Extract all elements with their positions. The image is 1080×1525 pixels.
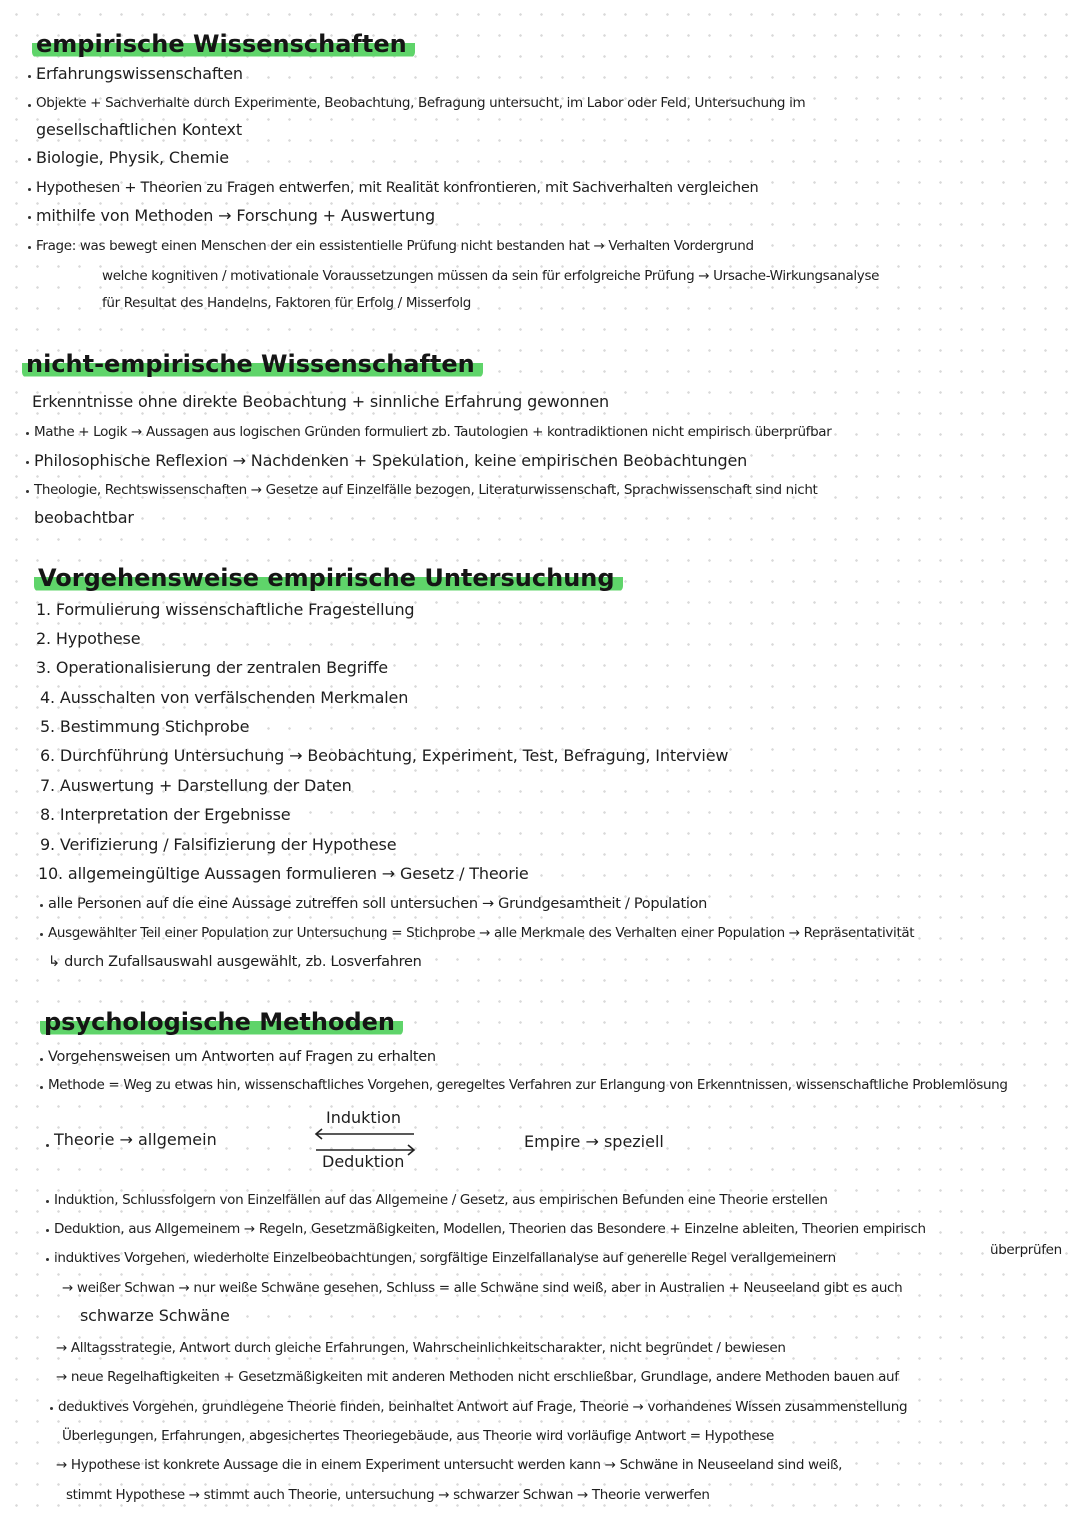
empirical-line-9: für Resultat des Handelns, Faktoren für Erfolg / Misserfolg	[102, 295, 471, 311]
diagram-theory-label: Theorie → allgemein	[54, 1130, 217, 1149]
nonempirical-line-4: Theologie, Rechtswissenschaften → Gesetze auf Einzelfälle bezogen, Literaturwissenschaft, Sprachwissenschaft sind nicht	[34, 482, 818, 498]
procedure-step-9: 9. Verifizierung / Falsifizierung der Hypothese	[40, 835, 397, 854]
methods-line-13: → Hypothese ist konkrete Aussage die in einem Experiment untersucht werden kann → Schwäne in Neuseeland sind weiß,	[56, 1457, 843, 1473]
heading-procedure: Vorgehensweise empirische Untersuchung	[34, 564, 623, 592]
bullet-dot	[26, 461, 29, 464]
methods-line-12: Überlegungen, Erfahrungen, abgesichertes Theoriegebäude, aus Theorie wird vorläufige Antwort = Hypothese	[62, 1428, 774, 1444]
methods-line-10: → neue Regelhaftigkeiten + Gesetzmäßigkeiten mit anderen Methoden nicht erschließbar, Grundlage, andere Methoden bauen auf	[56, 1369, 899, 1385]
bullet-dot	[46, 1258, 49, 1261]
empirical-line-6: mithilfe von Methoden → Forschung + Auswertung	[36, 206, 435, 225]
methods-line-4: Deduktion, aus Allgemeinem → Regeln, Gesetzmäßigkeiten, Modellen, Theorien das Besondere + Einzelne ableiten, Theorien empirisch	[54, 1221, 926, 1237]
procedure-note-1: alle Personen auf die eine Aussage zutreffen soll untersuchen → Grundgesamtheit / Population	[48, 896, 708, 912]
nonempirical-line-3: Philosophische Reflexion → Nachdenken + Spekulation, keine empirischen Beobachtungen	[34, 451, 748, 470]
procedure-step-7: 7. Auswertung + Darstellung der Daten	[40, 776, 352, 795]
procedure-step-1: 1. Formulierung wissenschaftliche Fragestellung	[36, 600, 415, 619]
bullet-dot	[46, 1144, 49, 1147]
methods-line-3: Induktion, Schlussfolgern von Einzelfällen auf das Allgemeine / Gesetz, aus empirischen Befunden eine Theorie erstellen	[54, 1192, 828, 1208]
diagram-arrows	[306, 1128, 426, 1158]
empirical-line-5: Hypothesen + Theorien zu Fragen entwerfen, mit Realität konfrontieren, mit Sachverhalten vergleichen	[36, 180, 759, 196]
diagram-induction-label: Induktion	[326, 1108, 402, 1127]
deduction-arrow	[316, 1145, 414, 1155]
procedure-step-2: 2. Hypothese	[36, 629, 141, 648]
procedure-step-3: 3. Operationalisierung der zentralen Begriffe	[36, 658, 388, 677]
bullet-dot	[28, 158, 31, 161]
bullet-dot	[26, 432, 29, 435]
empirical-line-4: Biologie, Physik, Chemie	[36, 148, 229, 167]
procedure-note-3: ↳ durch Zufallsauswahl ausgewählt, zb. Losverfahren	[48, 954, 422, 970]
methods-line-6: induktives Vorgehen, wiederholte Einzelbeobachtungen, sorgfältige Einzelfallanalyse auf generelle Regel verallgemeinern	[54, 1250, 836, 1266]
bullet-dot	[40, 1086, 43, 1089]
heading-nonempirical: nicht-empirische Wissenschaften	[22, 350, 483, 378]
nonempirical-line-5: beobachtbar	[34, 508, 134, 527]
nonempirical-line-1: Erkenntnisse ohne direkte Beobachtung + sinnliche Erfahrung gewonnen	[32, 392, 610, 411]
methods-line-9: → Alltagsstrategie, Antwort durch gleiche Erfahrungen, Wahrscheinlichkeitscharakter, nicht begründet / bewiesen	[56, 1340, 786, 1356]
methods-line-2: Methode = Weg zu etwas hin, wissenschaftliches Vorgehen, geregeltes Verfahren zur Erlangung von Erkenntnissen, wissenschaftliche Problemlösung	[48, 1077, 1008, 1093]
bullet-dot	[26, 490, 29, 493]
bullet-dot	[46, 1229, 49, 1232]
heading-empirical: empirische Wissenschaften	[32, 30, 415, 58]
bullet-dot	[40, 904, 43, 907]
empirical-line-2: Objekte + Sachverhalte durch Experimente, Beobachtung, Befragung untersucht, im Labor oder Feld, Untersuchung im	[36, 95, 806, 111]
methods-line-8: schwarze Schwäne	[80, 1306, 230, 1325]
methods-line-1: Vorgehensweisen um Antworten auf Fragen zu erhalten	[48, 1049, 436, 1065]
empirical-line-8: welche kognitiven / motivationale Voraussetzungen müssen da sein für erfolgreiche Prüfung → Ursache-Wirkungsanalyse	[102, 268, 880, 284]
procedure-note-2: Ausgewählter Teil einer Population zur Untersuchung = Stichprobe → alle Merkmale des Verhalten einer Population → Repräsentativität	[48, 925, 915, 941]
procedure-step-6: 6. Durchführung Untersuchung → Beobachtung, Experiment, Test, Befragung, Interview	[40, 746, 729, 765]
bullet-dot	[40, 933, 43, 936]
bullet-dot	[28, 216, 31, 219]
bullet-dot	[46, 1200, 49, 1203]
procedure-step-10: 10. allgemeingültige Aussagen formulieren → Gesetz / Theorie	[38, 864, 529, 883]
nonempirical-line-2: Mathe + Logik → Aussagen aus logischen Gründen formuliert zb. Tautologien + kontradiktionen nicht empirisch überprüfbar	[34, 424, 832, 440]
bullet-dot	[28, 188, 31, 191]
heading-methods: psychologische Methoden	[40, 1008, 403, 1036]
empirical-line-7: Frage: was bewegt einen Menschen der ein essistentielle Prüfung nicht bestanden hat → Verhalten Vordergrund	[36, 238, 754, 254]
methods-line-7: → weißer Schwan → nur weiße Schwäne gesehen, Schluss = alle Schwäne sind weiß, aber in Australien + Neuseeland gibt es auch	[62, 1280, 903, 1296]
bullet-dot	[28, 246, 31, 249]
procedure-step-5: 5. Bestimmung Stichprobe	[40, 717, 250, 736]
empirical-line-1: Erfahrungswissenschaften	[36, 64, 243, 83]
bullet-dot	[28, 104, 31, 107]
methods-line-11: deduktives Vorgehen, grundlegene Theorie finden, beinhaltet Antwort auf Frage, Theorie → vorhandenes Wissen zusammenstellung	[58, 1399, 908, 1415]
methods-line-14: stimmt Hypothese → stimmt auch Theorie, untersuchung → schwarzer Schwan → Theorie verwerfen	[66, 1487, 710, 1503]
diagram-empire-label: Empire → speziell	[524, 1132, 664, 1151]
procedure-step-8: 8. Interpretation der Ergebnisse	[40, 805, 291, 824]
diagram-deduction-label: Deduktion	[322, 1152, 405, 1171]
bullet-dot	[40, 1058, 43, 1061]
procedure-step-4: 4. Ausschalten von verfälschenden Merkmalen	[40, 688, 409, 707]
methods-line-5: überprüfen	[990, 1242, 1062, 1258]
empirical-line-3: gesellschaftlichen Kontext	[36, 120, 242, 139]
induction-arrow	[316, 1129, 414, 1139]
bullet-dot	[28, 75, 31, 78]
bullet-dot	[50, 1407, 53, 1410]
